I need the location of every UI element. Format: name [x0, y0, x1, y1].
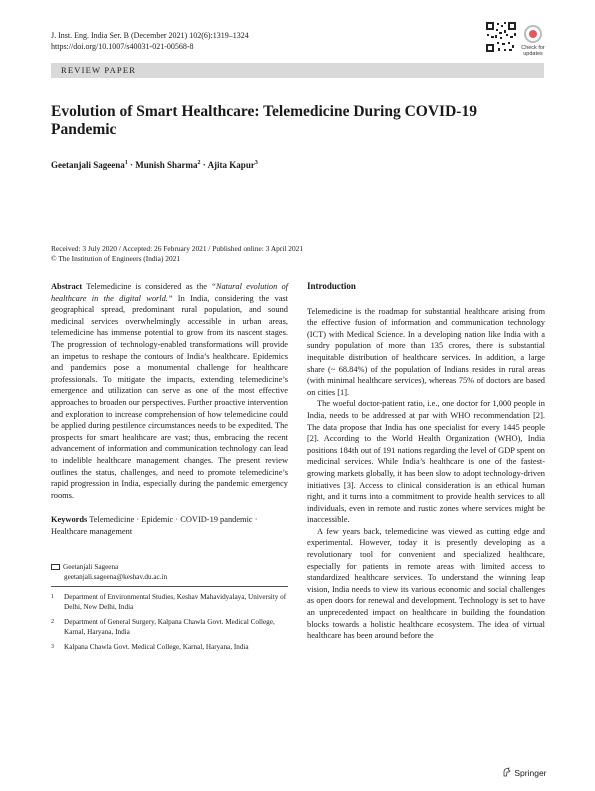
publication-history	[51, 244, 531, 264]
abstract-text-start: Telemedicine is considered as the	[86, 282, 212, 291]
doi-link[interactable]: https://doi.org/10.1007/s40031-021-00568-8	[51, 42, 194, 51]
affiliation-item	[51, 593, 288, 612]
intro-paragraph: A few years back, telemedicine was viewed as cutting edge and experimental. However, today it is presently developing as a revolutionary tool for convenient and specialized healthcare, especially for patients in remote areas with limited access to standardized healthcare services. To understand the winning leap vision, India needs to view its various economic and social challenges as open doors for renewal and development. Technology is set to have an unprecedented impact on healthcare in building the foundation blocks towards a holistic healthcare ecosystem. The idea of virtual healthcare has been around before the	[307, 526, 545, 641]
article-type-label: REVIEW PAPER	[61, 65, 137, 75]
author-separator: ·	[127, 160, 136, 170]
correspondence-block	[51, 563, 288, 653]
envelope-icon	[51, 564, 60, 570]
corresponding-author	[51, 563, 288, 573]
affiliation-number: 2	[51, 619, 54, 625]
author-name[interactable]: Geetanjali Sageena	[51, 160, 125, 170]
publisher-logo[interactable]	[502, 767, 547, 778]
affiliation-text: Department of Environmental Studies, Keshav Mahavidyalaya, University of Delhi, New Delhi, India	[64, 593, 287, 611]
keywords-list: Telemedicine · Epidemic · COVID-19 pandemic · Healthcare management	[51, 515, 258, 536]
author-name[interactable]: Ajita Kapur	[207, 160, 255, 170]
check-for-updates-badge[interactable]	[518, 25, 548, 63]
affiliation-divider	[51, 586, 288, 587]
intro-paragraph: Telemedicine is the roadmap for substantial healthcare arising from the effective fusion of information and communication technology (ICT) with Medical Science. In a developing nation like India with a sundry population of more than 135 crores, there is substantial inequitable distribution of healthcare services. In addition, a large share (~ 68.84%) of the population of Indians resides in rural areas (with minimal healthcare services), whereas 75% of doctors are based on cities [1].	[307, 306, 545, 397]
author-affiliation-marker: 3	[254, 160, 258, 166]
author-separator: ·	[200, 160, 208, 170]
section-heading-introduction: Introduction	[307, 281, 356, 291]
affiliation-text: Department of General Surgery, Kalpana Chawla Govt. Medical College, Karnal, Haryana, India	[64, 618, 275, 636]
publisher-name: Springer	[514, 768, 547, 778]
contact-email[interactable]: geetanjali.sageena@keshav.du.ac.in	[64, 572, 168, 581]
badge-text: Check for updates	[521, 45, 545, 57]
affiliation-text: Kalpana Chawla Govt. Medical College, Karnal, Haryana, India	[64, 643, 249, 651]
qr-code-icon[interactable]	[484, 20, 518, 54]
affiliation-item	[51, 643, 288, 653]
dates-line: Received: 3 July 2020 / Accepted: 26 February 2021 / Published online: 3 April 2021	[51, 244, 304, 253]
article-type-banner	[51, 63, 544, 78]
affiliation-item	[51, 618, 288, 637]
journal-reference: J. Inst. Eng. India Ser. B (December 2021) 102(6):1319–1324	[51, 31, 249, 40]
article-title: Evolution of Smart Healthcare: Telemedicine During COVID-19 Pandemic	[51, 103, 477, 138]
right-column	[307, 281, 545, 642]
abstract-quote: “Natural evolution of healthcare in the digital world.”	[51, 282, 288, 303]
affiliation-number: 3	[51, 644, 54, 650]
abstract-label: Abstract	[51, 282, 83, 291]
left-column	[51, 281, 288, 537]
abstract-text: In India, considering the vast geographical spread, predominant rural population, and sound medicinal services overwhelmingly accessible in urban areas, telemedicine has immense potential to grow from its nascent stages. The progression of technology-enabled transformations will provide an impetus to reshape the contours of India’s healthcare. Epidemics and pandemics pose a monumental challenge for healthcare professionals. To mitigate the impacts, extending telemedicine’s emergence and utilization can serve as one of the most effective approaches to broaden our perspectives. Further proactive intervention and exploration to increase comprehension of how telemedicine could be applied during pestilence circumstances needs to be expedited. The prospects for smart healthcare are vast; thus, embracing the recent advancement of information and communication technology can lead to indelible healthcare management changes. The present review outlines the status, challenges, and need to promote telemedicine’s rapid progression in India, especially during the pandemic emergency rooms.	[51, 293, 288, 500]
intro-paragraph: The woeful doctor-patient ratio, i.e., one doctor for 1,000 people in India, needs to be addressed at par with WHO recommendation [2]. The data propose that India has one specialist for every 1445 people [2]. According to the World Health Organization (WHO), India positions 184th out of 191 nations regarding the level of GDP spent on medicinal services. While India’s healthcare is one of the fastest-growing markets globally, it has been slow to adopt technology-driven initiatives [3]. Access to clinical consideration is an ethical human right, and it turns into a commitment to provide health services to all individuals, even in remote and rustic zones where services might be inaccessible.	[307, 399, 545, 525]
author-name[interactable]: Munish Sharma	[135, 160, 198, 170]
author-affiliation-marker: 2	[197, 160, 201, 166]
author-list	[51, 160, 531, 170]
springer-horse-icon	[502, 767, 512, 777]
copyright-line: © The Institution of Engineers (India) 2021	[51, 254, 181, 263]
keywords-label: Keywords	[51, 515, 88, 525]
abstract	[51, 281, 288, 501]
author-affiliation-marker: 1	[124, 160, 128, 166]
contact-name: Geetanjali Sageena	[63, 563, 119, 571]
keywords	[51, 514, 288, 537]
update-icon	[524, 25, 542, 43]
journal-citation	[51, 30, 249, 52]
affiliation-number: 1	[51, 594, 54, 600]
